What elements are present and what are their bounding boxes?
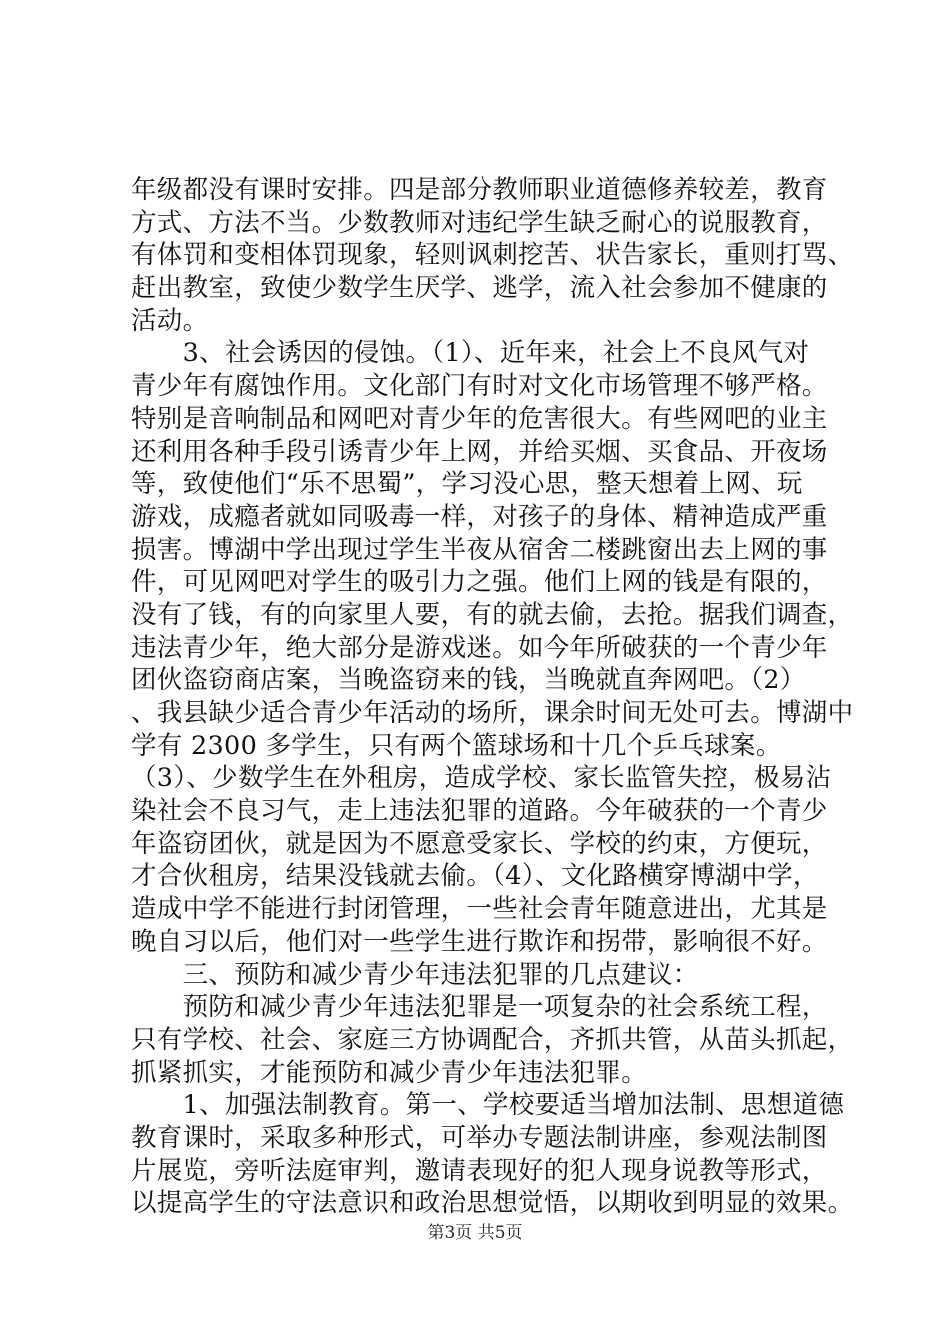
- text-line: 件，可见网吧对学生的吸引力之强。他们上网的钱是有限的，: [131, 567, 828, 598]
- text-line: 只有学校、社会、家庭三方协调配合，齐抓共管，从苗头抓起，: [131, 1024, 854, 1055]
- text-line: 染社会不良习气，走上违法犯罪的道路。今年破获的一个青少: [131, 796, 828, 827]
- text-line: 教育课时，采取多种形式，可举办专题法制讲座，参观法制图: [131, 1122, 828, 1153]
- text-line: 活动。: [131, 305, 209, 336]
- text-line: 年级都没有课时安排。四是部分教师职业道德修养较差，教育: [131, 175, 828, 205]
- text-line: 年盗窃团伙，就是因为不愿意受家长、学校的约束，方便玩，: [131, 828, 828, 859]
- text-line: 才合伙租房，结果没钱就去偷。（4）、文化路横穿博湖中学，: [131, 861, 819, 892]
- text-line: 游戏，成瘾者就如同吸毒一样，对孩子的身体、精神造成严重: [131, 501, 828, 532]
- document-body: [131, 174, 854, 1220]
- page-number-footer: 第3页 共5页: [427, 1223, 523, 1243]
- text-line: 没有了钱，有的向家里人要，有的就去偷，去抢。据我们调查，: [131, 599, 854, 630]
- text-line: 学有 2300 多学生，只有两个篮球场和十几个乒乓球案。: [131, 730, 782, 761]
- text-line: 片展览，旁听法庭审判，邀请表现好的犯人现身说教等形式，: [131, 1155, 828, 1186]
- text-line: （3）、少数学生在外租房，造成学校、家长监管失控，极易沾: [131, 763, 832, 794]
- text-line: 以提高学生的守法意识和政治思想觉悟，以期收到明显的效果。: [131, 1188, 854, 1219]
- text-line: 抓紧抓实，才能预防和减少青少年违法犯罪。: [131, 1057, 648, 1088]
- text-line: 还利用各种手段引诱青少年上网，并给买烟、买食品、开夜场: [131, 436, 828, 467]
- text-line: 方式、方法不当。少数教师对违纪学生缺乏耐心的说服教育，: [131, 207, 828, 238]
- text-line: 特别是音响制品和网吧对青少年的危害很大。有些网吧的业主: [131, 403, 828, 434]
- text-line: 晚自习以后，他们对一些学生进行欺诈和拐带，影响很不好。: [131, 926, 828, 957]
- text-line: 违法青少年，绝大部分是游戏迷。如今年所破获的一个青少年: [131, 632, 828, 663]
- text-line: 等，致使他们“乐不思蜀”，学习没心思，整天想着上网、玩: [131, 469, 803, 500]
- text-line: 3、社会诱因的侵蚀。（1）、近年来，社会上不良风气对: [131, 338, 810, 369]
- text-line: 三、预防和减少青少年违法犯罪的几点建议：: [131, 959, 699, 990]
- text-line: 损害。博湖中学出现过学生半夜从宿舍二楼跳窗出去上网的事: [131, 534, 828, 565]
- text-line: 青少年有腐蚀作用。文化部门有时对文化市场管理不够严格。: [131, 371, 828, 402]
- text-line: 有体罚和变相体罚现象，轻则讽刺挖苦、状告家长，重则打骂、: [131, 240, 854, 271]
- text-line: 赶出教室，致使少数学生厌学、逃学，流入社会参加不健康的: [131, 273, 828, 304]
- text-line: 、我县缺少适合青少年活动的场所，课余时间无处可去。博湖中: [131, 698, 854, 728]
- text-line: 造成中学不能进行封闭管理，一些社会青年随意进出，尤其是: [131, 894, 828, 925]
- text-line: 团伙盗窃商店案，当晚盗窃来的钱，当晚就直奔网吧。（2）: [131, 665, 806, 696]
- text-line: 1、加强法制教育。第一、学校要适当增加法制、思想道德: [131, 1090, 845, 1121]
- text-line: 预防和减少青少年违法犯罪是一项复杂的社会系统工程，: [131, 992, 828, 1023]
